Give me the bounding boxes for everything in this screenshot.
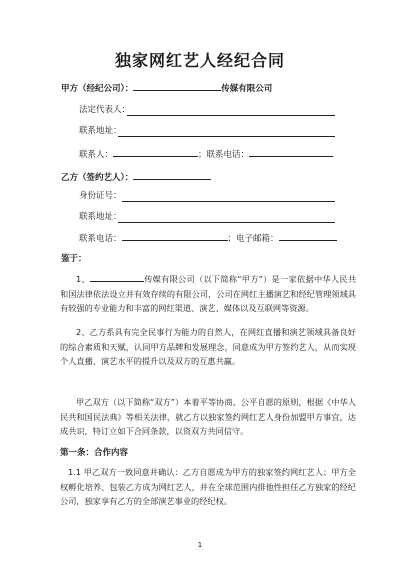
id-number-blank[interactable] (122, 201, 335, 202)
whereas-heading: 鉴于： (61, 254, 87, 264)
party-a-contact-row (79, 148, 333, 161)
party-b-contact-row (79, 232, 337, 245)
article-1-title: 第一条：合作内容 (60, 448, 129, 458)
party-b-email-label: ；电子邮箱： (227, 234, 279, 244)
party-b-row (61, 171, 211, 184)
party-a-company-suffix: 传媒有限公司 (221, 84, 273, 94)
id-number-label: 身份证号： (79, 191, 122, 201)
party-a-phone-blank[interactable] (249, 148, 333, 157)
party-a-address-blank[interactable] (118, 136, 335, 137)
document-title: 独家网红艺人经纪合同 (114, 51, 285, 70)
contact-person-blank[interactable] (113, 148, 198, 157)
clause-1-prefix: 1、 (76, 274, 90, 284)
clause-2: 2、乙方系具有完全民事行为能力的自然人，在网红直播和演艺领域具备良好的综合素质和天赋，认同甲方品牌和发展理念，同意成为甲方签约艺人，从而实现个人直播、演艺水平的提升以及双方的互惠共赢。 (60, 327, 356, 366)
legal-rep-label: 法定代表人： (79, 105, 131, 115)
party-b-label: 乙方（签约艺人）： (61, 173, 134, 183)
party-b-address-label: 联系地址： (79, 212, 122, 222)
party-a-phone-label: ；联系电话： (198, 150, 250, 160)
page-number: 1 (197, 541, 203, 549)
party-a-address-label: 联系地址： (79, 126, 122, 136)
party-b-phone-label: 联系电话： (79, 234, 122, 244)
article-1-1: 1.1 甲乙双方一致同意并确认：乙方自愿成为甲方的独家签约网红艺人；甲方全权孵化培养、包装乙方成为网红艺人，并在全球范围内排他性担任乙方独家的经纪公司，独家享有乙方的全部演艺事业的经纪权。 (60, 467, 356, 506)
legal-rep-blank[interactable] (127, 115, 335, 116)
clause-1 (60, 272, 356, 316)
party-b-name-blank[interactable] (133, 171, 211, 180)
agreement-paragraph: 甲乙双方（以下简称“双方”）本着平等协商、公平自愿的原则，根据《中华人民共和国民法典》等相关法律，就乙方以独家签约网红艺人身份加盟甲方事宜，达成共识，特订立如下合同条款，以资双方共同信守。 (60, 397, 356, 436)
party-a-label: 甲方（经纪公司）： (61, 84, 134, 94)
party-b-phone-blank[interactable] (122, 232, 228, 241)
party-a-company-blank[interactable] (133, 82, 221, 91)
clause-1-text: 传媒有限公司（以下简称“甲方”）是一家依据中华人民共和国法律依法设立并有效存续的有限公司，公司在网红主播演艺和经纪管理领域具有较强的专业能力和丰富的网红渠道、演艺、媒体以及互联网等资源。 (60, 274, 357, 313)
party-b-email-blank[interactable] (279, 232, 337, 241)
party-b-address-blank[interactable] (118, 222, 335, 223)
contact-person-label: 联系人： (79, 150, 114, 160)
clause-1-company-blank[interactable] (90, 274, 144, 282)
party-a-row (61, 82, 272, 95)
